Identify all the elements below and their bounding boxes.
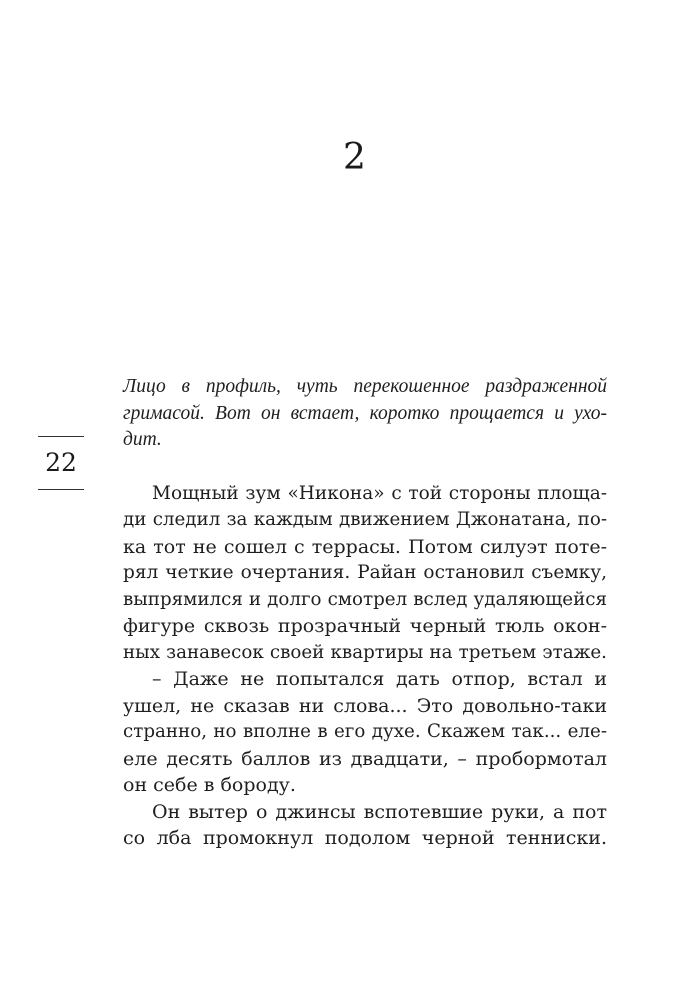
paragraph <box>123 666 607 799</box>
paragraph <box>123 799 607 852</box>
text-line: Мощный зум «Никона» с той стороны площа- <box>152 482 607 504</box>
page-number-block <box>38 436 84 490</box>
text-line: ди следил за каждым движением Джонатана, по- <box>123 509 607 530</box>
text-line: он себе в бороду. <box>123 774 296 796</box>
text-line: рял четкие очертания. Райан остановил съемку, <box>123 562 607 583</box>
text-line: ушел, не сказав ни слова... Это довольно-таки <box>123 694 607 717</box>
text-line: странно, но вполне в его духе. Скажем так... еле- <box>123 721 607 742</box>
epigraph-line: гримасой. Вот он встает, коротко прощается и ухо- <box>123 402 607 424</box>
text-line: ных занавесок своей квартиры на третьем этаже. <box>123 641 607 663</box>
epigraph <box>123 374 607 454</box>
text-line: ка тот не сошел с террасы. Потом силуэт поте- <box>123 535 607 558</box>
text-line: выпрямился и долго смотрел вслед удаляющейся <box>123 588 607 610</box>
text-line: Он вытер о джинсы вспотевшие руки, а пот <box>152 800 607 823</box>
text-column <box>123 374 607 852</box>
chapter-number: 2 <box>343 137 366 178</box>
epigraph-line: дит. <box>123 429 162 450</box>
body-text <box>123 481 607 852</box>
text-line: еле десять баллов из двадцати, – пробормотал <box>123 747 607 770</box>
text-line: фигуре сквозь прозрачный черный тюль окон- <box>123 615 607 637</box>
text-line: со лба промокнул подолом черной тенниски. <box>123 827 607 849</box>
paragraph <box>123 481 607 667</box>
epigraph-line: Лицо в профиль, чуть перекошенное раздраженной <box>123 376 607 397</box>
text-line: – Даже не попытался дать отпор, встал и <box>152 668 607 690</box>
page-number: 22 <box>45 448 77 477</box>
